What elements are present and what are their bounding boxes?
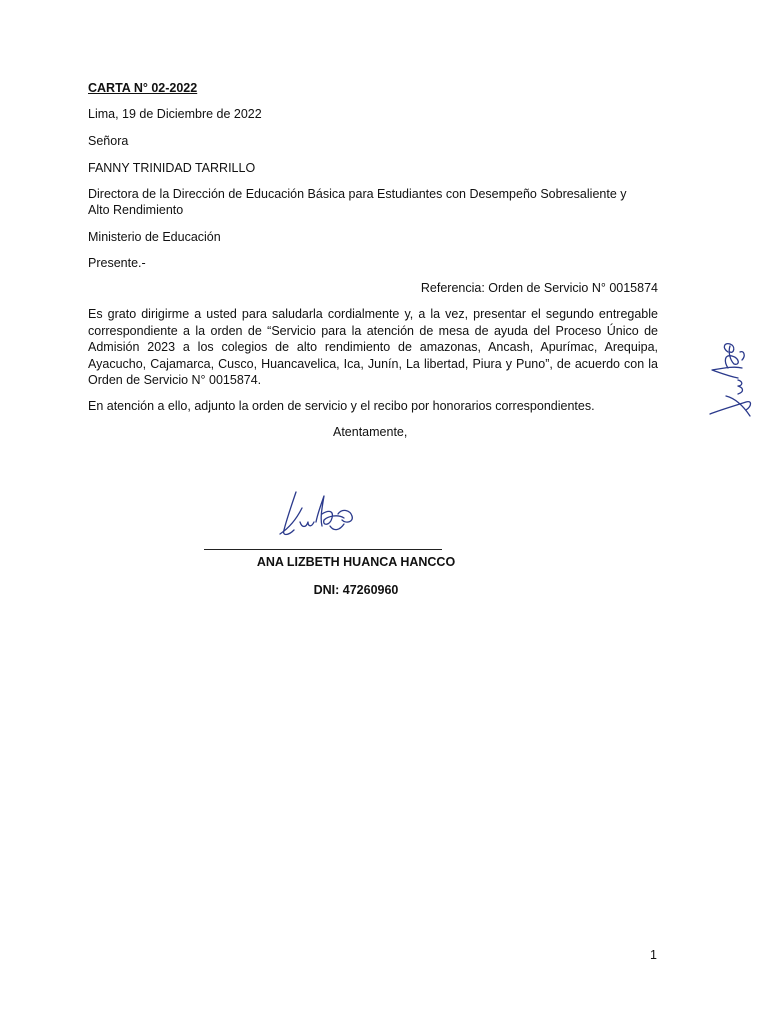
letter-heading: CARTA N° 02-2022 — [88, 81, 198, 95]
recipient-title-line1: Directora de la Dirección de Educación Básica para Estudiantes con Desempeño Sobresaliente y — [88, 187, 627, 201]
date-line: Lima, 19 de Diciembre de 2022 — [88, 107, 262, 121]
signature-icon — [272, 486, 362, 542]
signer-name: ANA LIZBETH HUANCA HANCCO — [256, 555, 456, 569]
body-paragraph: Es grato dirigirme a usted para saludarla cordialmente y, a la vez, presentar el segundo entregable correspondiente a la orden de “Servicio para la atención de mesa de ayuda del Proceso Único de Admisión 2023 a los colegios de alto rendimiento de amazonas, Ancash, Apurímac, Arequipa, Ayacucho, Cajamarca, Cusco, Huancavelica, Ica, Junín, La libertad, Piura y Puno”, de acuerdo con la Orden de Servicio N° 0015874. — [88, 307, 658, 387]
recipient-name: FANNY TRINIDAD TARRILLO — [88, 161, 256, 175]
margin-signature-icon — [698, 340, 758, 420]
attachment-paragraph: En atención a ello, adjunto la orden de servicio y el recibo por honorarios correspondientes. — [88, 399, 595, 413]
signature-line — [204, 549, 442, 550]
page-number: 1 — [650, 948, 657, 962]
closing: Atentamente, — [333, 425, 408, 439]
salutation: Señora — [88, 134, 129, 148]
recipient-title-line2: Alto Rendimiento — [88, 203, 184, 217]
institution: Ministerio de Educación — [88, 230, 221, 244]
presente: Presente.- — [88, 256, 146, 270]
reference-line: Referencia: Orden de Servicio N° 0015874 — [420, 281, 658, 295]
signer-dni: DNI: 47260960 — [313, 583, 399, 597]
